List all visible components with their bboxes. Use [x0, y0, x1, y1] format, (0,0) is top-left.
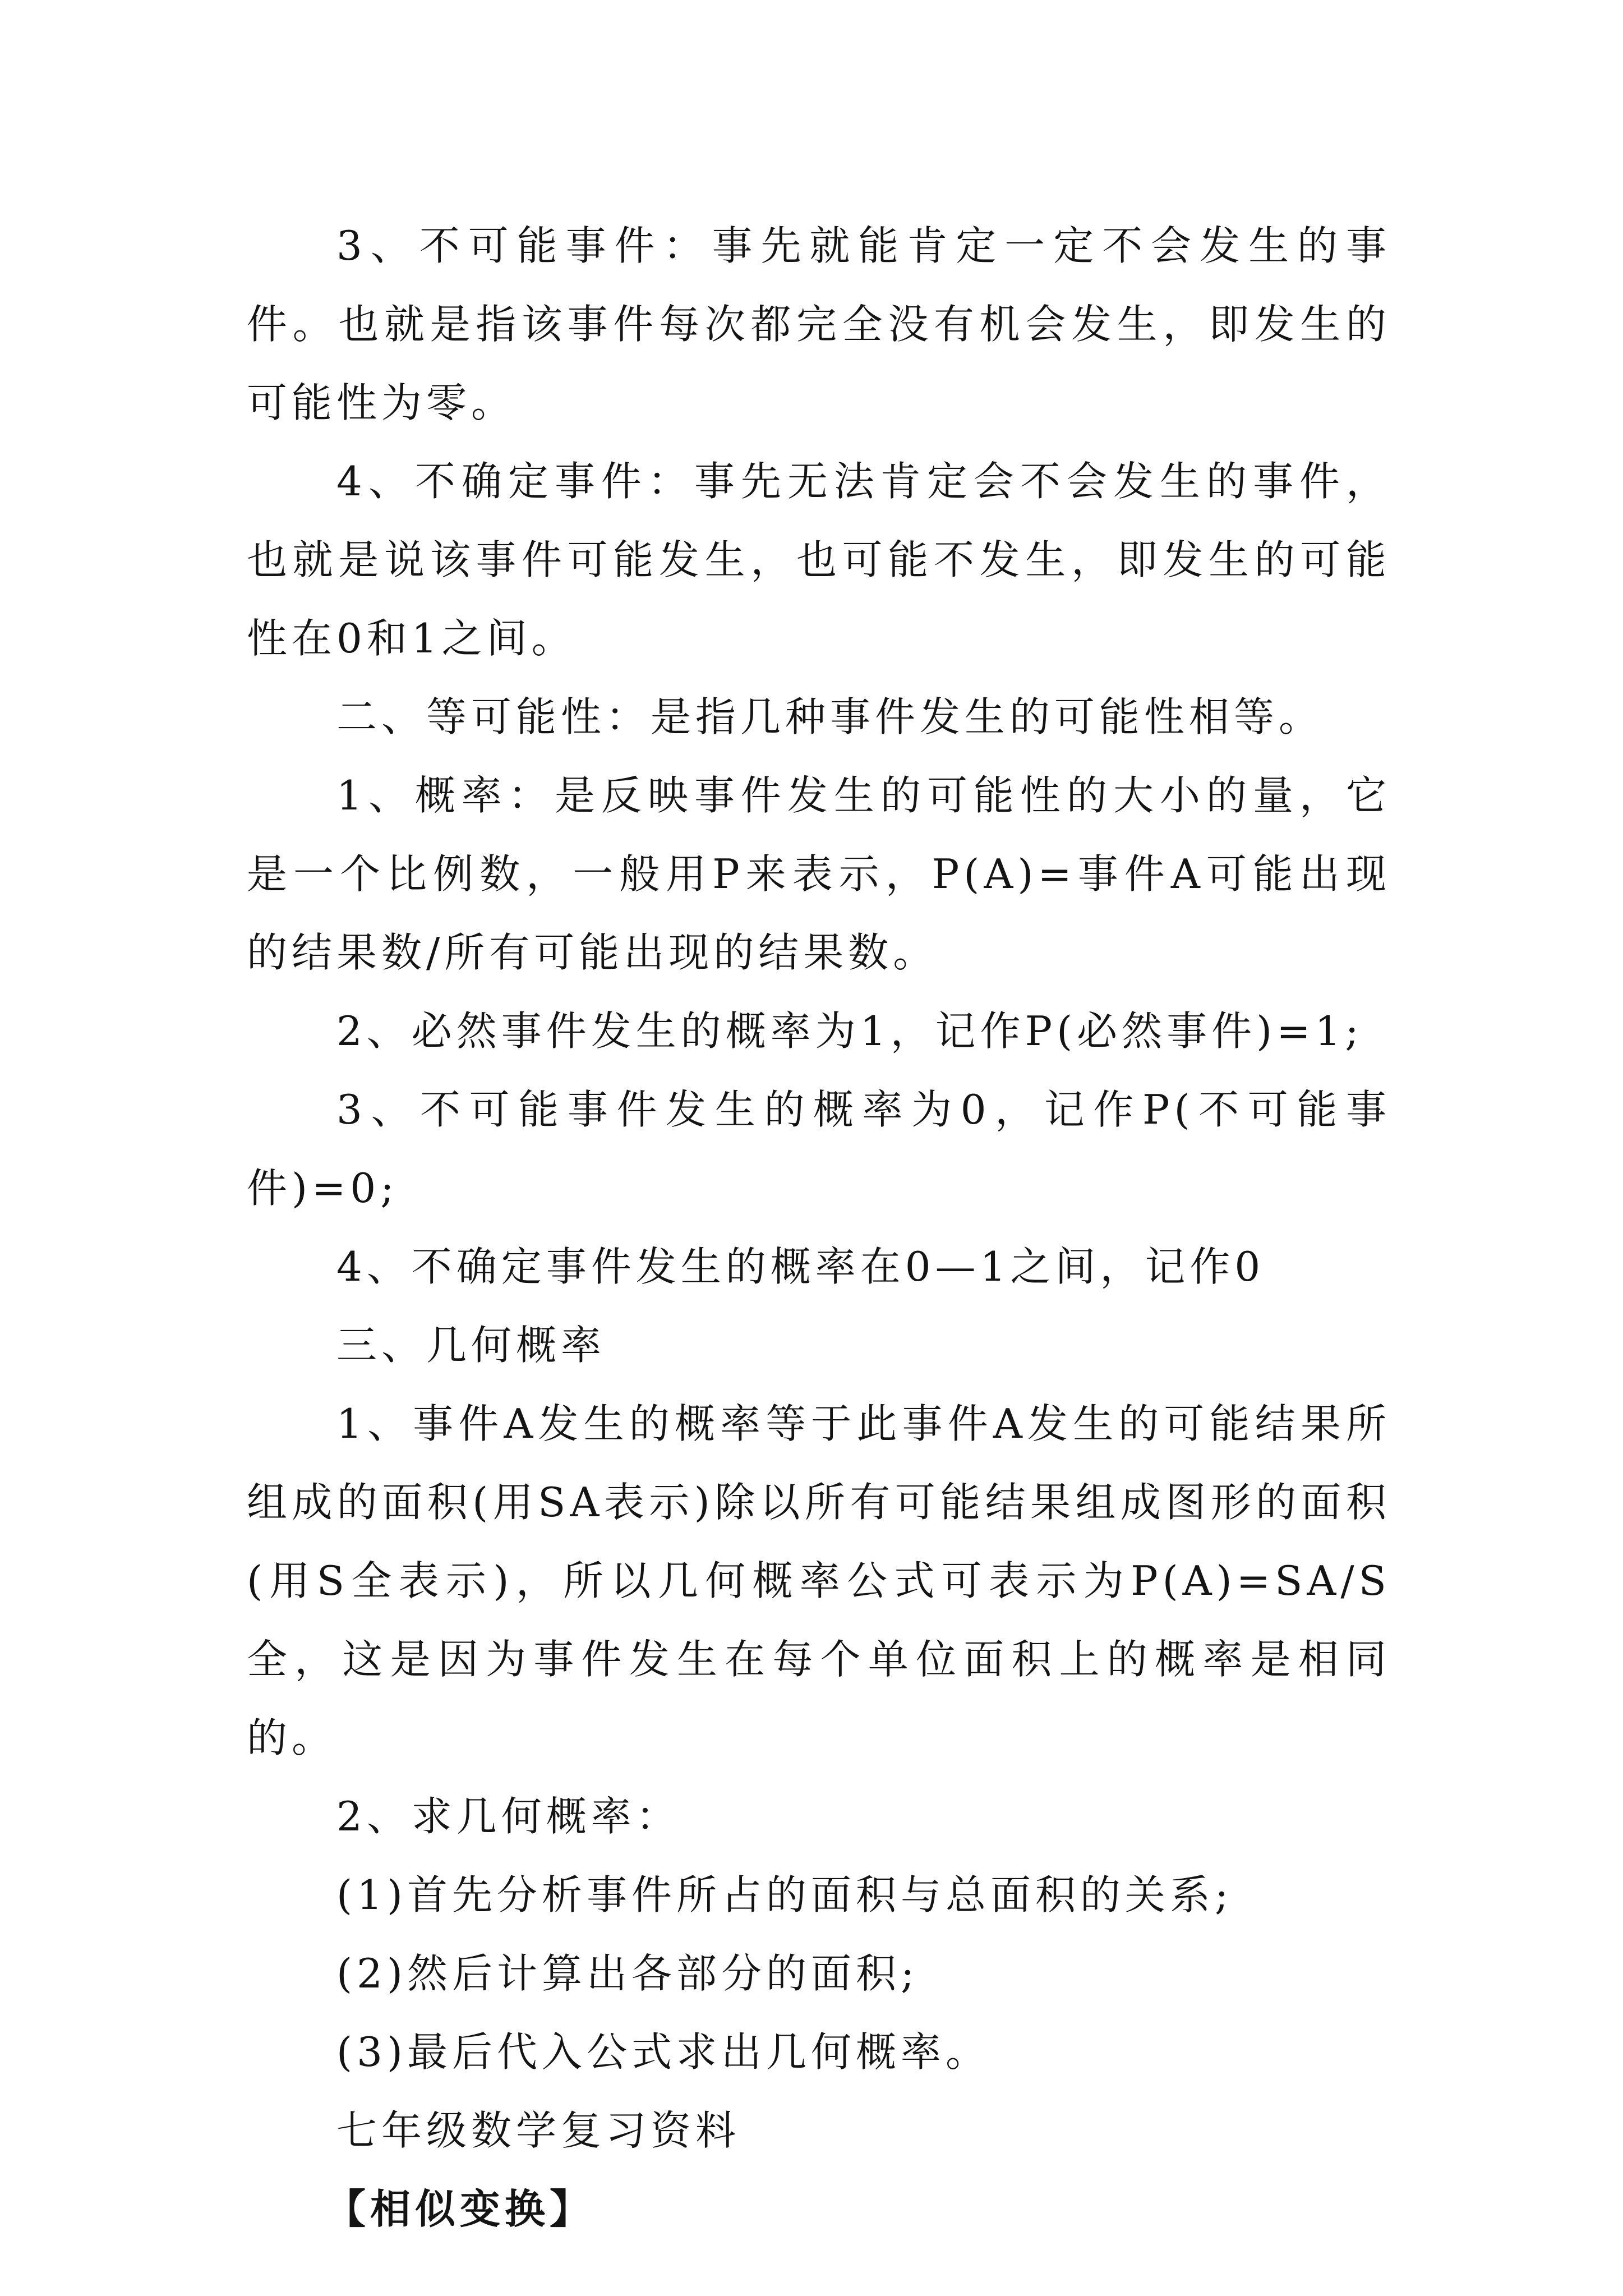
paragraph-certain-event-probability: 2、必然事件发生的概率为1，记作P(必然事件)=1;	[336, 1007, 1363, 1055]
paragraph-geometric-probability-definition: 1、事件A发生的概率等于此事件A发生的可能结果所组成的面积(用SA表示)除以所有可能结果组成图形的面积(用S全表示)，所以几何概率公式可表示为P(A)=SA/S全，这是因为事件发生在每个单位面积上的概率是相同的。	[247, 1400, 1391, 1761]
paragraph-similarity-transform-heading: 【相似变换】	[325, 2185, 595, 2233]
document-body	[247, 206, 1391, 2248]
paragraph-step-1: (1)首先分析事件所占的面积与总面积的关系;	[336, 1871, 1233, 1918]
paragraph-review-title: 七年级数学复习资料	[336, 2107, 741, 2154]
paragraph-geometric-probability-heading: 三、几何概率	[336, 1322, 606, 1369]
paragraph-probability-definition: 1、概率：是反映事件发生的可能性的大小的量，它是一个比例数，一般用P来表示，P(A)=事件A可能出现的结果数/所有可能出现的结果数。	[247, 772, 1391, 976]
paragraph-equal-possibility: 二、等可能性：是指几种事件发生的可能性相等。	[336, 693, 1324, 740]
paragraph-impossible-event: 3、不可能事件：事先就能肯定一定不会发生的事件。也就是指该事件每次都完全没有机会发生，即发生的可能性为零。	[247, 222, 1391, 426]
paragraph-uncertain-event-probability: 4、不确定事件发生的概率在0—1之间，记作0	[336, 1243, 1265, 1290]
paragraph-impossible-event-probability: 3、不可能事件发生的概率为0，记作P(不可能事件)=0;	[247, 1086, 1391, 1212]
paragraph-step-3: (3)最后代入公式求出几何概率。	[336, 2028, 990, 2076]
paragraph-step-2: (2)然后计算出各部分的面积;	[336, 1950, 919, 1997]
paragraph-find-geometric-probability: 2、求几何概率：	[336, 1793, 681, 1840]
paragraph-uncertain-event: 4、不确定事件：事先无法肯定会不会发生的事件，也就是说该事件可能发生，也可能不发生，即发生的可能性在0和1之间。	[247, 458, 1391, 662]
